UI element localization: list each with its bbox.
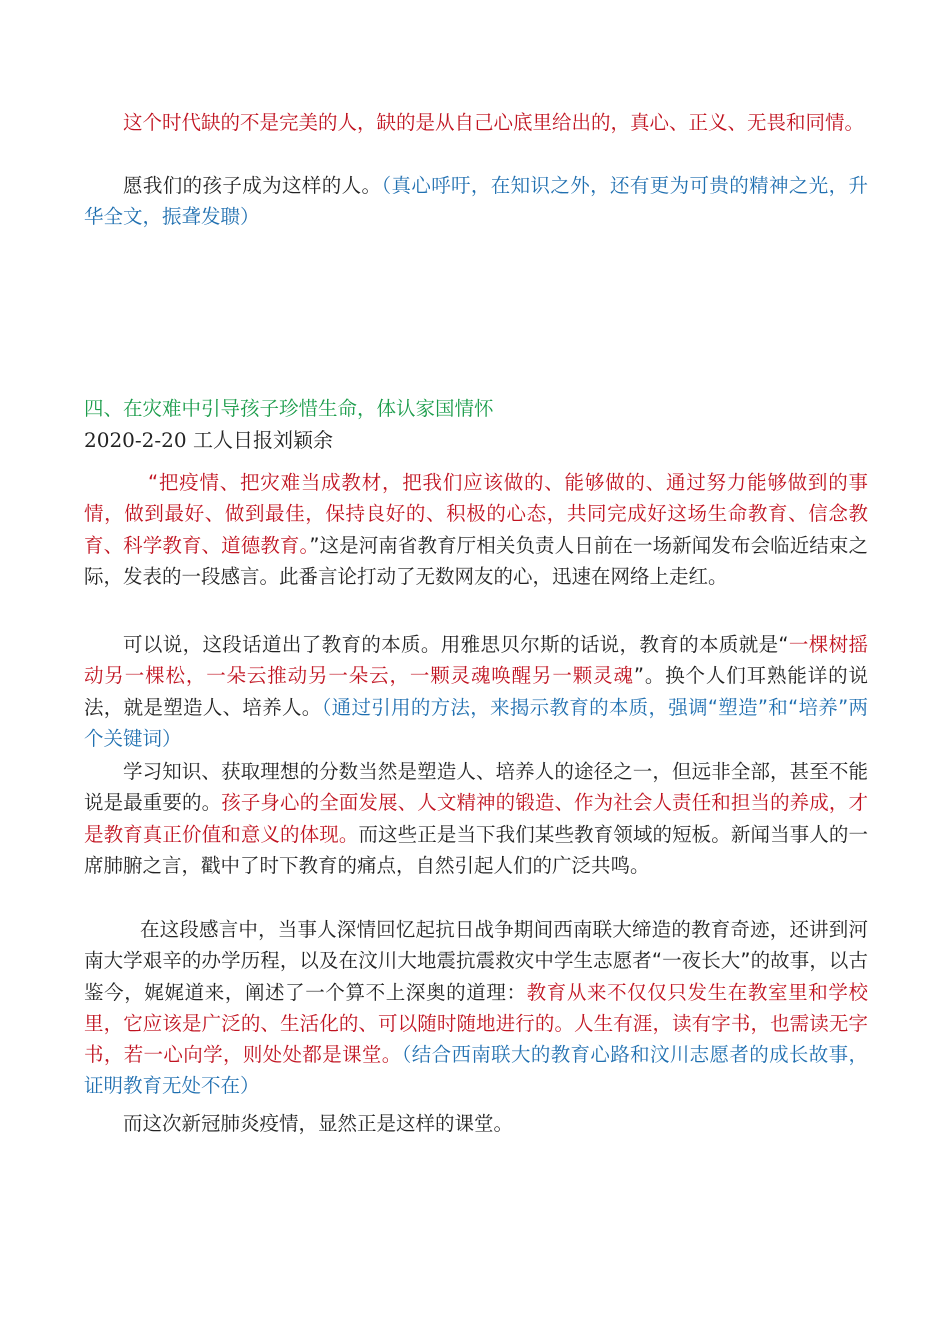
body-text: ”。换个人们耳熟能详的说法，就是塑造人、培养人。 <box>84 664 868 719</box>
body-text: 而这些正是当下我们某些教育领域的短板。新闻当事人的一席肺腑之言，戳中了时下教育的痛点，自然引起人们的广泛共鸣。 <box>84 822 868 877</box>
highlight-red-text: “把疫情、把灾难当成教材，把我们应该做的、能够做的、通过努力能够做到的事情，做到最好、做到最佳，保持良好的、积极的心态，共同完成好这场生命教育、信念教育、科学教育、道德教育。 <box>84 471 868 557</box>
body-text: 可以说，这段话道出了教育的本质。用雅思贝尔斯的话说，教育的本质就是“ <box>123 633 789 656</box>
paragraph-4 <box>84 914 868 1102</box>
paragraph-wish <box>84 170 868 233</box>
paragraph-quote-closing <box>84 107 868 138</box>
paragraph-1 <box>84 467 868 592</box>
paragraph-2 <box>84 629 868 754</box>
body-text: 愿我们的孩子成为这样的人。 <box>123 174 382 197</box>
annotation-blue-text: （真心呼吁，在知识之外，还有更为可贵的精神之光，升华全文，振聋发聩） <box>84 174 868 229</box>
annotation-blue-text: （通过引用的方法，来揭示教育的本质，强调“塑造”和“培养”两个关键词） <box>84 695 868 750</box>
section-heading: 四、在灾难中引导孩子珍惜生命，体认家国情怀 <box>84 397 494 420</box>
body-text: ”这是河南省教育厅相关负责人日前在一场新闻发布会临近结束之际，发表的一段感言。此番言论打动了无数网友的心，迅速在网络上走红。 <box>84 533 868 588</box>
highlight-red-text: 孩子身心的全面发展、人文精神的锻造、作为社会人责任和担当的养成，才是教育真正价值和意义的体现。 <box>84 791 868 846</box>
document-page <box>84 0 868 1344</box>
dateline-source: 2020-2-20 工人日报刘颖余 <box>84 428 333 452</box>
body-text: 学习知识、获取理想的分数当然是塑造人、培养人的途径之一，但远非全部，甚至不能说是最重要的。 <box>84 760 868 815</box>
highlight-red-text: 一棵树摇动另一棵松，一朵云推动另一朵云，一颗灵魂唤醒另一颗灵魂 <box>84 633 868 688</box>
body-text: 而这次新冠肺炎疫情，显然正是这样的课堂。 <box>123 1112 514 1135</box>
paragraph-3 <box>84 756 868 881</box>
paragraph-5 <box>84 1108 868 1139</box>
highlight-red-text: 这个时代缺的不是完美的人，缺的是从自己心底里给出的，真心、正义、无畏和同情。 <box>123 111 865 134</box>
body-text: 在这段感言中，当事人深情回忆起抗日战争期间西南联大缔造的教育奇迹，还讲到河南大学艰辛的办学历程，以及在汶川大地震抗震救灾中学生志愿者“一夜长大”的故事，以古鉴今，娓娓道来，阐述了一个算不上深奥的道理： <box>84 918 868 1004</box>
highlight-red-text: 教育从来不仅仅只发生在教室里和学校里，它应该是广泛的、生活化的、可以随时随地进行的。人生有涯，读有字书，也需读无字书，若一心向学，则处处都是课堂。 <box>84 980 868 1067</box>
annotation-blue-text: （结合西南联大的教育心路和汶川志愿者的成长故事，证明教育无处不在） <box>84 1043 868 1098</box>
